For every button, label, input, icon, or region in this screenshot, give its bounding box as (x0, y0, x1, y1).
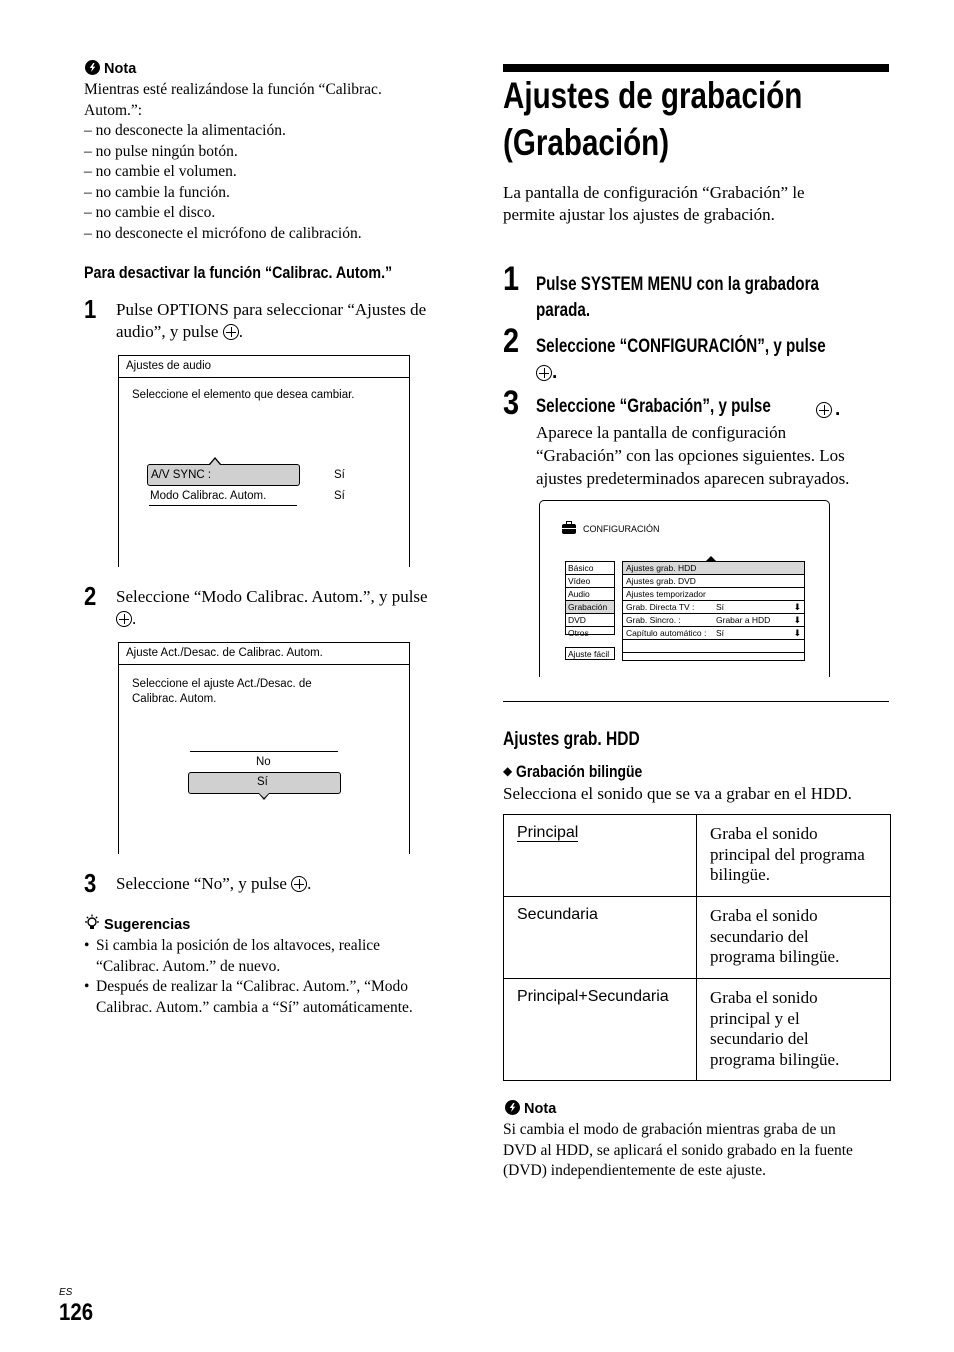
calibration-mode-label[interactable]: Modo Calibrac. Autom. (150, 490, 267, 502)
av-sync-value: Sí (334, 469, 345, 481)
lightbulb-icon (84, 914, 100, 932)
desc-line: secundario del (710, 1029, 809, 1048)
sub-description: Selecciona el sonido que se va a grabar en el HDD. (503, 784, 852, 803)
table-row (504, 815, 891, 897)
note-line: – no desconecte la alimentación. (84, 122, 286, 139)
options-table (503, 814, 891, 1081)
enter-button-icon (223, 324, 239, 340)
section-divider (503, 701, 889, 702)
down-arrow-inner (259, 793, 269, 798)
item-label: Ajustes grab. DVD (626, 576, 696, 586)
description-cell (697, 979, 891, 1081)
note-line: Autom.”: (84, 101, 143, 119)
item-auto-chapter[interactable] (623, 627, 804, 640)
toolbox-icon (562, 524, 576, 534)
note-line: – no pulse ningún botón. (84, 142, 238, 160)
option-label: Principal+Secundaria (517, 988, 669, 1005)
step-text (116, 299, 426, 343)
note-line: DVD al HDD, se aplicará el sonido grabado en la fuente (503, 1141, 853, 1159)
item-label: Grab. Directa TV : (626, 602, 695, 612)
option-cell (504, 979, 697, 1081)
item-value: Sí (716, 628, 725, 638)
note-icon (505, 1100, 520, 1115)
menu-item-otros[interactable]: Otros (568, 628, 589, 638)
desc-line: programa bilingüe. (710, 947, 840, 966)
arrow-down-icon: ⬇ (793, 628, 801, 638)
dialog-title: Ajustes de audio (119, 356, 409, 378)
step-line-text: audio”, y pulse (116, 322, 219, 341)
step-number: 3 (503, 384, 520, 422)
title-line: Ajustes de grabación (503, 75, 803, 116)
step-number: 2 (503, 322, 520, 360)
step-line-end: . (835, 399, 841, 420)
note-heading (85, 60, 136, 77)
step-text (536, 272, 890, 324)
step-heading-end (816, 399, 840, 421)
divider (149, 505, 297, 506)
prompt-line: Seleccione el ajuste Act./Desac. de (132, 678, 312, 690)
table-row (504, 897, 891, 979)
empty-row (623, 640, 804, 653)
sub-heading-row (503, 762, 670, 782)
intro-text (503, 182, 805, 226)
prompt-line: Calibrac. Autom. (132, 693, 217, 705)
enter-button-icon (291, 876, 307, 892)
section-heading: Ajustes grab. HDD (503, 729, 640, 750)
note-line: (DVD) independientemente de este ajuste. (503, 1162, 766, 1179)
step-text (536, 334, 898, 386)
item-value: Grabar a HDD (716, 615, 771, 625)
configuration-screen (539, 500, 830, 677)
bullet: • (84, 978, 90, 995)
tip-line: Después de realizar la “Calibrac. Autom.”, “Modo (96, 978, 409, 995)
note-line: – no desconecte el micrófono de calibración. (84, 224, 362, 242)
note-title: Nota (104, 61, 137, 77)
menu-item-grabacion[interactable]: Grabación (566, 601, 614, 614)
title-line: (Grabación) (503, 122, 670, 163)
menu-item-basico[interactable]: Básico (566, 562, 614, 575)
note-text (503, 1120, 853, 1182)
desc-line: Graba el sonido (710, 906, 818, 925)
step-line-end: . (307, 874, 312, 893)
description-cell (697, 897, 891, 979)
note-line: – no cambie la función. (84, 183, 230, 201)
note-title: Nota (524, 1101, 557, 1117)
config-header: CONFIGURACIÓN (583, 524, 660, 534)
step-line: Seleccione “CONFIGURACIÓN”, y pulse (536, 336, 826, 357)
step-line: Seleccione “Modo Calibrac. Autom.”, y pulse (116, 587, 428, 606)
tips-list (84, 936, 413, 1018)
audio-settings-dialog (118, 355, 410, 567)
step-heading (536, 396, 830, 418)
desc-line: principal y el (710, 1008, 800, 1028)
item-label: Grab. Sincro. : (626, 615, 681, 625)
option-si[interactable]: Sí (257, 776, 268, 788)
page-number: 126 (59, 1299, 94, 1326)
step-line (116, 608, 428, 630)
note-icon (85, 60, 100, 75)
diamond-icon: ◆ (503, 764, 513, 778)
menu-item-audio[interactable]: Audio (566, 588, 614, 601)
item-dvd-settings[interactable] (623, 575, 804, 588)
note-text (84, 80, 382, 244)
subheading: Para desactivar la función “Calibrac. Autom.” (84, 263, 393, 282)
item-direct-tv-rec[interactable] (623, 601, 804, 614)
av-sync-label: A/V SYNC : (151, 469, 212, 481)
step-number: 3 (84, 868, 97, 898)
option-label: Principal (517, 824, 579, 841)
option-cell (504, 815, 697, 897)
option-cell (504, 897, 697, 979)
desc-line: Graba el sonido (710, 988, 818, 1007)
enter-button-icon (816, 402, 832, 418)
step-text (116, 586, 428, 630)
bullet: • (84, 937, 90, 954)
tip-line: Si cambia la posición de los altavoces, realice (96, 937, 381, 954)
step-line: parada. (536, 300, 591, 321)
item-label: Ajustes temporizador (626, 589, 706, 599)
dialog-prompt (132, 677, 312, 707)
note-line: Si cambia el modo de grabación mientras graba de un (503, 1121, 836, 1138)
dialog-title: Ajuste Act./Desac. de Calibrac. Autom. (119, 643, 409, 665)
tips-title: Sugerencias (104, 917, 191, 933)
item-sync-rec[interactable] (623, 614, 804, 627)
enter-button-icon (536, 365, 552, 381)
item-label: Capítulo automático : (626, 628, 707, 638)
step-line-end: . (552, 362, 558, 383)
dialog-prompt: Seleccione el elemento que desea cambiar. (132, 389, 355, 401)
step-text (116, 873, 311, 895)
step-number: 2 (84, 581, 97, 611)
title-rule (503, 64, 889, 72)
note-heading (505, 1100, 556, 1117)
desc-line: bilingüe. (710, 865, 770, 884)
intro-line: La pantalla de configuración “Grabación” le (503, 183, 805, 202)
note-line: – no cambie el disco. (84, 204, 216, 221)
step-line-end: . (238, 322, 243, 341)
up-arrow-icon (706, 556, 716, 561)
description-cell (697, 815, 891, 897)
note-line: Mientras esté realizándose la función “Calibrac. (84, 81, 382, 98)
step-line (116, 321, 426, 343)
step-line: Pulse SYSTEM MENU con la grabadora (536, 274, 819, 295)
tip-item (84, 977, 413, 1018)
calibration-mode-value: Sí (334, 490, 345, 502)
tip-line: “Calibrac. Autom.” de nuevo. (96, 957, 281, 975)
table-row (504, 979, 891, 1081)
desc-line: ajustes predeterminados aparecen subrayados. (536, 469, 850, 488)
desc-line: programa bilingüe. (710, 1049, 840, 1069)
step-description (536, 421, 849, 490)
step-line-end: . (132, 609, 137, 628)
step-line-text: Seleccione “No”, y pulse (116, 874, 287, 893)
tip-line: Calibrac. Autom.” cambia a “Sí” automáticamente. (96, 998, 413, 1016)
config-menu (565, 561, 615, 638)
step-line: Pulse OPTIONS para seleccionar “Ajustes de (116, 300, 427, 319)
desc-line: principal del programa (710, 844, 865, 864)
item-timer-settings[interactable] (623, 588, 804, 601)
item-hdd-settings[interactable] (623, 562, 804, 575)
menu-item-dvd[interactable]: DVD (566, 614, 614, 627)
menu-item-video[interactable]: Vídeo (566, 575, 614, 588)
page-title (503, 76, 877, 170)
arrow-down-icon: ⬇ (793, 615, 801, 625)
desc-line: Graba el sonido (710, 824, 818, 843)
divider (190, 751, 338, 752)
intro-line: permite ajustar los ajustes de grabación. (503, 205, 775, 224)
note-line: – no cambie el volumen. (84, 163, 237, 180)
tips-heading (84, 914, 190, 933)
page-language: ES (59, 1287, 73, 1298)
step-line: Seleccione “Grabación”, y pulse (536, 396, 771, 417)
item-label: Ajustes grab. HDD (626, 563, 697, 573)
option-label: Secundaria (517, 906, 598, 923)
tip-item (84, 936, 413, 977)
desc-line: “Grabación” con las opciones siguientes. Los (536, 446, 845, 465)
desc-line: secundario del (710, 926, 809, 946)
enter-button-icon (116, 611, 132, 627)
arrow-down-icon: ⬇ (793, 602, 801, 612)
sub-heading: Grabación bilingüe (516, 762, 643, 781)
calibration-toggle-dialog (118, 642, 410, 854)
up-arrow-inner (210, 459, 220, 465)
step-number: 1 (503, 260, 520, 298)
quick-setup-button[interactable]: Ajuste fácil (565, 647, 615, 660)
option-no[interactable]: No (256, 756, 271, 768)
step-number: 1 (84, 294, 97, 324)
config-items (622, 561, 805, 661)
item-value: Sí (716, 602, 725, 612)
desc-line: Aparece la pantalla de configuración (536, 423, 787, 442)
